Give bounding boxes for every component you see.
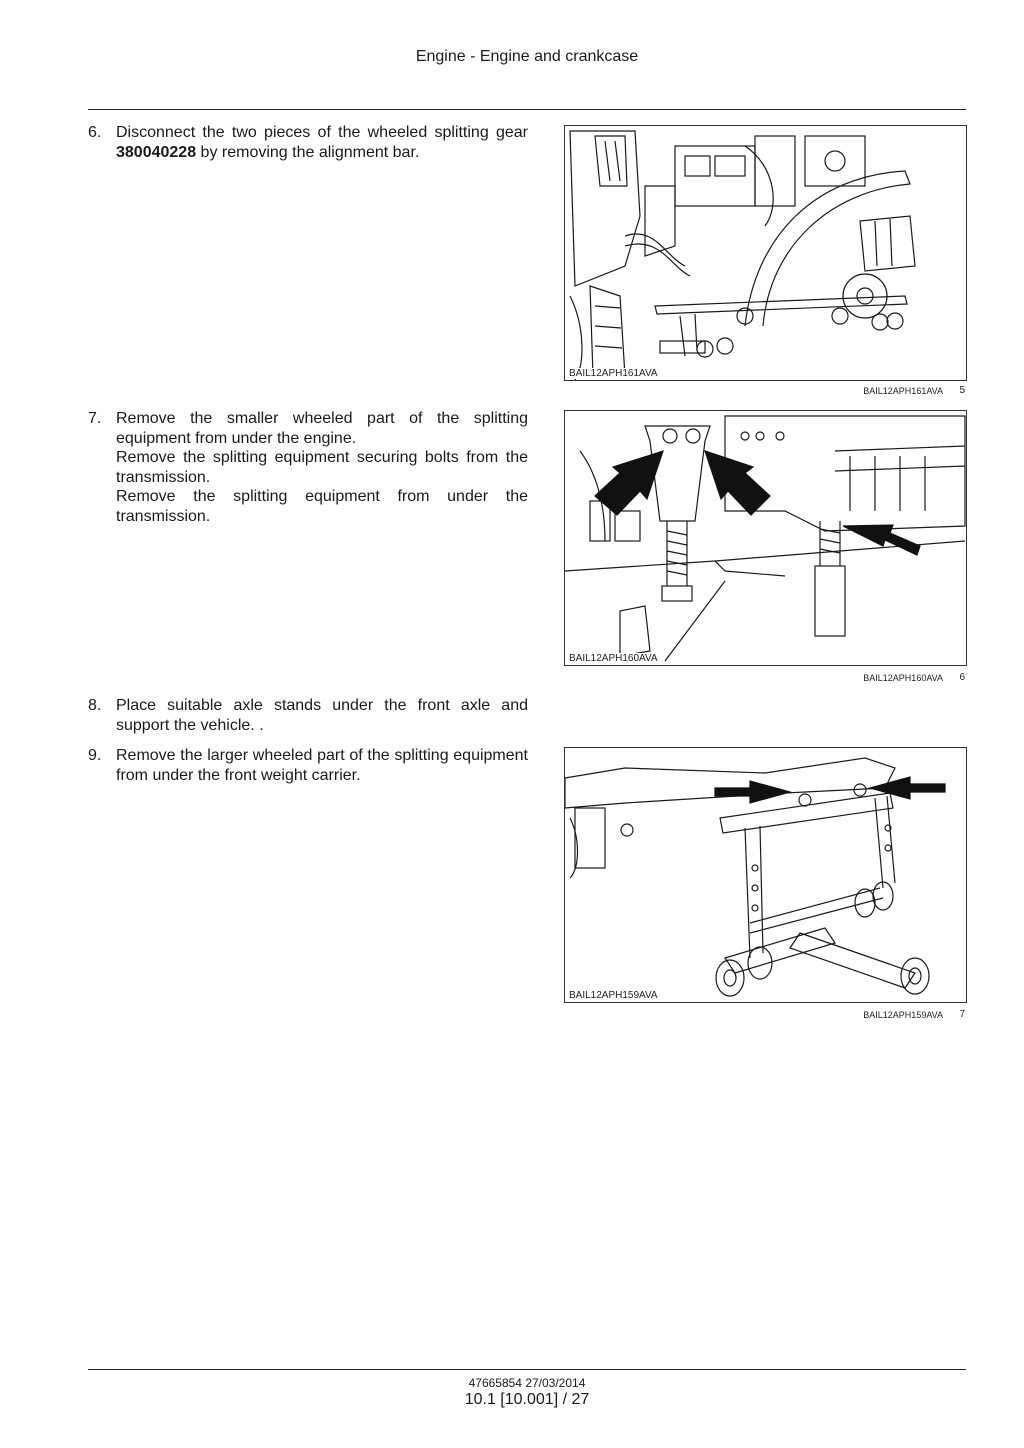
step-line: Remove the smaller wheeled part of the splitting equipment from under the engine. xyxy=(116,410,528,447)
step-line: Remove the splitting equipment securing bolts from the transmission. xyxy=(116,449,528,486)
step-6 xyxy=(88,123,528,162)
step-7 xyxy=(88,409,528,527)
figure-7-image xyxy=(564,747,967,1003)
step-text: Remove the larger wheeled part of the splitting equipment from under the front weight carrier. xyxy=(116,747,528,784)
page-header-title: Engine - Engine and crankcase xyxy=(415,48,639,65)
figure-number: 7 xyxy=(959,1009,965,1020)
step-9 xyxy=(88,746,528,785)
figure-inset-label: BAIL12APH160AVA xyxy=(569,653,658,664)
figure-code: BAIL12APH159AVA xyxy=(863,1010,943,1020)
step-line: Remove the splitting equipment from under the transmission. xyxy=(116,488,528,525)
tractor-engine-illustration xyxy=(565,126,966,380)
header-rule xyxy=(88,109,966,110)
figure-inset-label: BAIL12APH159AVA xyxy=(569,990,658,1001)
figure-6-image xyxy=(564,410,967,666)
figure-number: 6 xyxy=(959,672,965,683)
step-text: Place suitable axle stands under the front axle and support the vehicle. . xyxy=(116,697,528,734)
step-number: 7. xyxy=(88,410,102,427)
step-number: 8. xyxy=(88,697,102,714)
step-number: 9. xyxy=(88,747,102,764)
splitting-equipment-bolts-illustration xyxy=(565,411,966,665)
front-weight-carrier-illustration xyxy=(565,748,966,1002)
figure-code: BAIL12APH160AVA xyxy=(863,673,943,683)
step-number: 6. xyxy=(88,124,102,141)
step-text: Disconnect the two pieces of the wheeled splitting gear 380040228 by removing the alignment bar. xyxy=(116,124,528,161)
figure-number: 5 xyxy=(959,385,965,396)
footer-rule xyxy=(88,1369,966,1370)
figure-inset-label: BAIL12APH161AVA xyxy=(569,368,658,379)
figure-5-image xyxy=(564,125,967,381)
footer-page-number: 10.1 [10.001] / 27 xyxy=(464,1391,590,1408)
step-8 xyxy=(88,696,528,735)
footer-doc-code: 47665854 27/03/2014 xyxy=(468,1376,586,1390)
figure-code: BAIL12APH161AVA xyxy=(863,386,943,396)
part-number: 380040228 xyxy=(116,143,197,161)
